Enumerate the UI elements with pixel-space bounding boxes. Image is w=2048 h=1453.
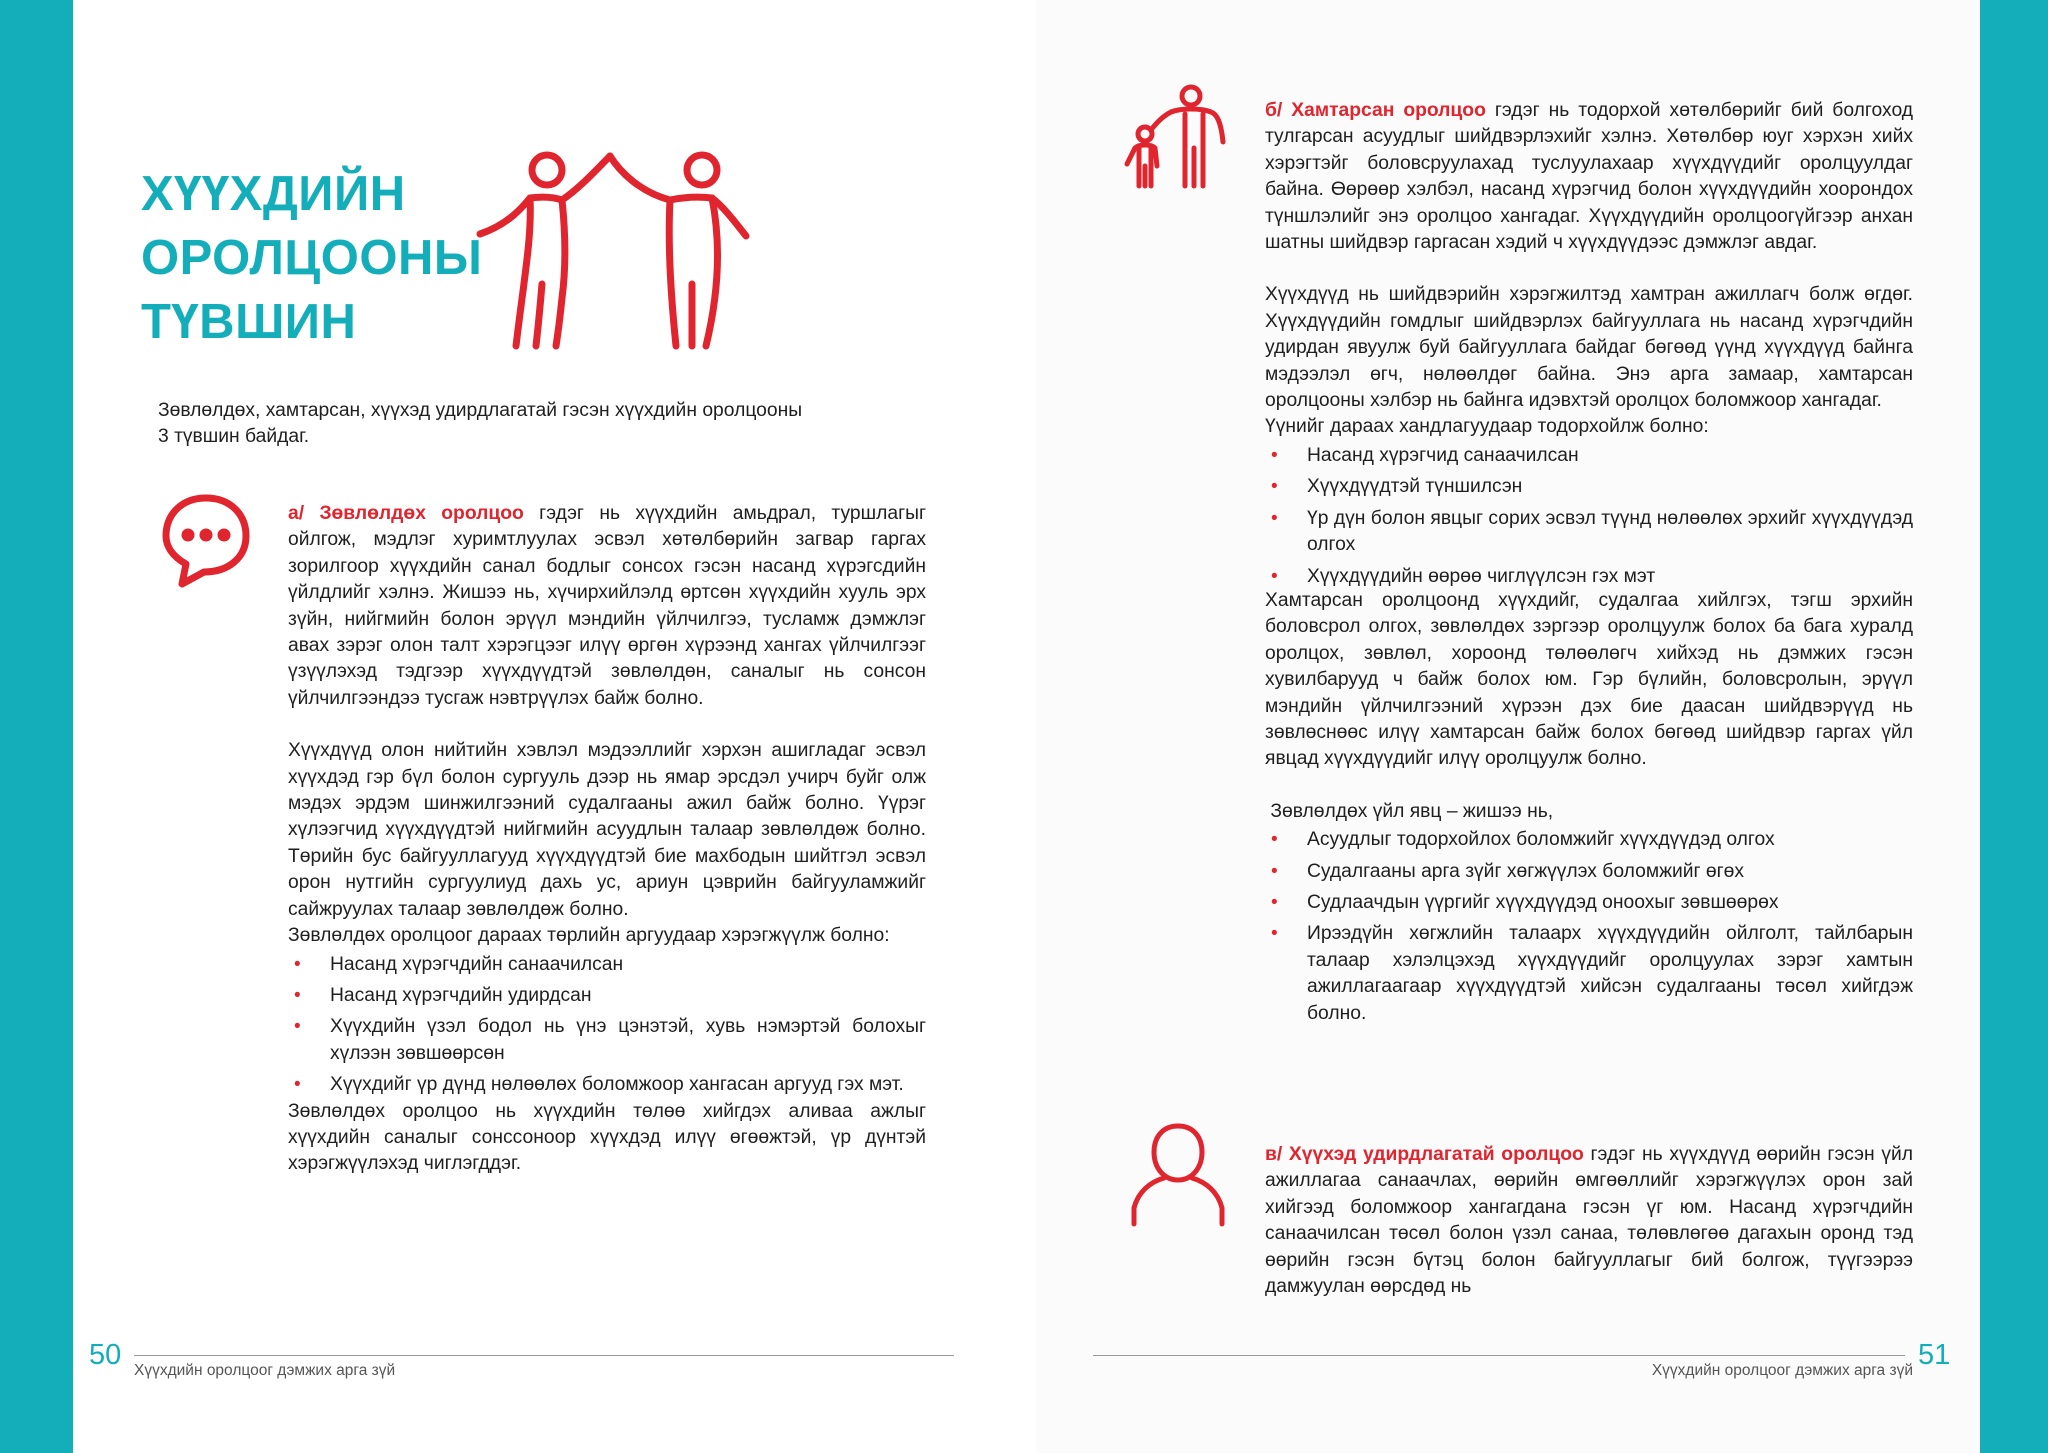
- section-a-text-1: гэдэг нь хүүхдийн амьдрал, туршлагыг ойлгож, мэдлэг хуримтлуулах эсвэл хөтөлбөрийн загвар гаргах зорилгоор хүүхдийн санал бодлыг сонсох гэсэн насанд хүрэгсдийн үйлдлийг хэлнэ. Жишээ нь, хүчирхийлэлд өртсөн хүүхдийн хууль эрх зүйн, нийгмийн болон эрүүл мэндийн үйлчилгээ, тусламж дэмжлэг авах зэрэг олон талт хэрэгцээг илүү өргөн хүрээнд хангах үйлчилгээг үзүүлэхэд тэдгээр хүүхдүүдтэй зөвлөлдөн, саналыг нь сонсон үйлчилгээндээ тусгаж нэвтрүүлэх байж болно.: [288, 503, 926, 709]
- list-item: • Хүүхдийн үзэл бодол нь үнэ цэнэтэй, хувь нэмэртэй болохыг хүлээн зөвшөөрсөн: [288, 1014, 926, 1067]
- section-b-bullets-2: [1265, 827, 1913, 1027]
- right-edge-band: [1980, 0, 2048, 1453]
- parent-child-icon: [1123, 82, 1231, 192]
- footer-rule-right: [1093, 1355, 1905, 1356]
- page-title: [141, 162, 482, 354]
- section-b-lead: б/ Хамтарсан оролцоо: [1265, 100, 1486, 121]
- list-item: • Хүүхдүүдтэй түншилсэн: [1265, 474, 1913, 500]
- section-b-paragraph-2: Хүүхдүүд нь шийдвэрийн хэрэгжилтэд хамтран ажиллагч болж өгдөг. Хүүхдүүдийн гомдлыг шийдвэрлэх байгууллага нь насанд хүрэгчдийн удирдан явуулж буй байгууллага байдаг бөгөөд үүнд хүүхдүүд байнга мэдээлэл өгч, нөлөөлдөг байна. Энэ арга замаар, хамтарсан оролцооны хэлбэр нь байнга идэвхтэй оролцох боломжоор хангадаг.: [1265, 284, 1913, 412]
- list-item: • Насанд хүрэгчид санаачилсан: [1265, 443, 1913, 469]
- section-c-lead: в/ Хүүхэд удирдлагатай оролцоо: [1265, 1144, 1584, 1165]
- section-b-paragraph-4: Хамтарсан оролцоонд хүүхдийг, судалгаа хийлгэх, тэгш эрхийн боловсрол олгох, зөвлөлдөх зэргээр оролцуулж болох ба бага хуралд оролцох, зөвлөл, хороонд төлөөлөгч хийхэд нь дэмжих гэсэн хувилбарууд ч байж болох юм. Гэр бүлийн, боловсролын, эрүүл мэндийн үйлчилгээний хүрээн дэх бие даасан шийдвэрүүд нь зөвлөснөөс илүү хамтарсан байж болох бөгөөд шийдвэр гаргах үйл явцад хүүхдүүдийг илүү оролцуулж болно.: [1265, 589, 1913, 770]
- section-a-lead: а/ Зөвлөлдөх оролцоо: [288, 503, 524, 524]
- list-item: • Асуудлыг тодорхойлох боломжийг хүүхдүүдэд олгох: [1265, 827, 1913, 853]
- section-b-text-1: гэдэг нь тодорхой хөтөлбөрийг бий болгоход тулгарсан асуудлыг шийдвэрлэхийг хэлнэ. Хөтөлбөр юуг хэрхэн хийх хэрэгтэйг боловсруулахад туслуулахаар хүүхдүүдийг оролцуулдаг байна. Өөрөөр хэлбэл, насанд хүрэгчид болон хүүхдүүдийн хоорондох түншлэлийг энэ оролцоо хангадаг. Хүүхдүүдийн оролцоогүйгээр анхан шатны шийдвэр гаргасан хэдий ч хүүхдүүдээс дэмжлэг авдаг.: [1265, 100, 1913, 254]
- section-b-paragraph-1: [1265, 98, 1913, 256]
- list-item: • Насанд хүрэгчдийн санаачилсан: [288, 952, 926, 978]
- page-number-right: 51: [1918, 1339, 1951, 1371]
- person-outline-icon: [1128, 1118, 1228, 1228]
- title-line-1: ХҮҮХДИЙН: [141, 167, 406, 221]
- section-a-paragraph-3: Зөвлөлдөх оролцоог дараах төрлийн аргуудаар хэрэгжүүлж болно:: [288, 925, 890, 947]
- list-item: • Хүүхдүүдийн өөрөө чиглүүлсэн гэх мэт: [1265, 564, 1913, 590]
- section-c-text-1: гэдэг нь хүүхдүүд өөрийн гэсэн үйл ажиллагаа санаачлах, өөрийн өмгөөллийг хэрэгжүүлэх орон зай хийгээд боломжоор хангагдана гэсэн үг юм. Насанд хүрэгчдийн санаачилсан төсөл болон үзэл санаа, төлөвлөгөө дагахын оронд тэд өөрийн гэсэн бүтэц болон байгууллагыг бий болгож, түүгээрээ дамжуулан өөрсдөд нь: [1265, 1144, 1913, 1298]
- speech-bubble-icon: [160, 492, 252, 588]
- title-line-2: ОРОЛЦООНЫ: [141, 231, 483, 285]
- footer-rule-left: [134, 1355, 954, 1356]
- section-c-paragraph-1: [1265, 1142, 1913, 1300]
- page-number-left: 50: [89, 1339, 122, 1371]
- list-item: • Хүүхдийг үр дүнд нөлөөлөх боломжоор хангасан аргууд гэх мэт.: [288, 1072, 926, 1098]
- section-a: [288, 501, 926, 1178]
- section-b: [1265, 98, 1913, 1032]
- list-item: • Ирээдүйн хөгжлийн талаарх хүүхдүүдийн ойлголт, тайлбарын талаар хэлэлцэхэд хүүхдүүдийг оролцуулах зэрэг хамтын ажиллагаагаар хүүхдүүдтэй хийсэн судалгааны төсөл хийгдэж болно.: [1265, 921, 1913, 1027]
- intro-paragraph: [158, 398, 898, 451]
- section-b-paragraph-3: Үүнийг дараах хандлагуудаар тодорхойлж болно:: [1265, 416, 1709, 438]
- section-c: [1265, 1142, 1913, 1300]
- left-edge-band: [0, 0, 73, 1453]
- section-b-bullets: [1265, 443, 1913, 590]
- list-item: • Үр дүн болон явцыг сорих эсвэл түүнд нөлөөлөх эрхийг хүүхдүүдэд олгох: [1265, 506, 1913, 559]
- list-item: • Насанд хүрэгчдийн удирдсан: [288, 983, 926, 1009]
- section-a-paragraph-1: [288, 501, 926, 712]
- intro-line-2: 3 түвшин байдаг.: [158, 426, 310, 448]
- title-line-3: ТҮВШИН: [141, 295, 357, 349]
- section-a-paragraph-2: Хүүхдүүд олон нийтийн хэвлэл мэдээллийг хэрхэн ашигладаг эсвэл хүүхдэд гэр бүл болон сургууль дээр нь ямар эрсдэл учирч буйг олж мэдэх эрдэм шинжилгээний судалгааны ажил байж болно. Үүрэг хүлээгчид хүүхдүүдтэй нийгмийн асуудлын талаар зөвлөлдөж болно. Төрийн бус байгууллагууд хүүхдүүдтэй бие махбодын шийтгэл эсвэл орон нутгийн сургуулиуд дахь ус, ариун цэврийн байгууламжийг сайжруулах талаар зөвлөлдөж болно.: [288, 740, 926, 920]
- footer-text-left: Хүүхдийн оролцоог дэмжих арга зүй: [134, 1362, 396, 1379]
- section-a-bullets: [288, 952, 926, 1099]
- section-a-paragraph-4: Зөвлөлдөх оролцоо нь хүүхдийн төлөө хийгдэх аливаа ажлыг хүүхдийн саналыг сонссоноор хүүхдэд илүү өгөөжтэй, үр дүнтэй хэрэгжүүлэхэд чиглэгддэг.: [288, 1100, 926, 1175]
- list-item: • Судалгааны арга зүйг хөгжүүлэх боломжийг өгөх: [1265, 859, 1913, 885]
- footer-text-right: Хүүхдийн оролцоог дэмжих арга зүй: [1651, 1362, 1913, 1379]
- two-figures-icon: [470, 138, 750, 358]
- intro-line-1: Зөвлөлдөх, хамтарсан, хүүхэд удирдлагатай гэсэн хүүхдийн оролцооны: [158, 400, 803, 421]
- list-item: • Судлаачдын үүргийг хүүхдүүдэд оноохыг зөвшөөрөх: [1265, 890, 1913, 916]
- section-b-paragraph-5: Зөвлөлдөх үйл явц – жишээ нь,: [1265, 800, 1554, 822]
